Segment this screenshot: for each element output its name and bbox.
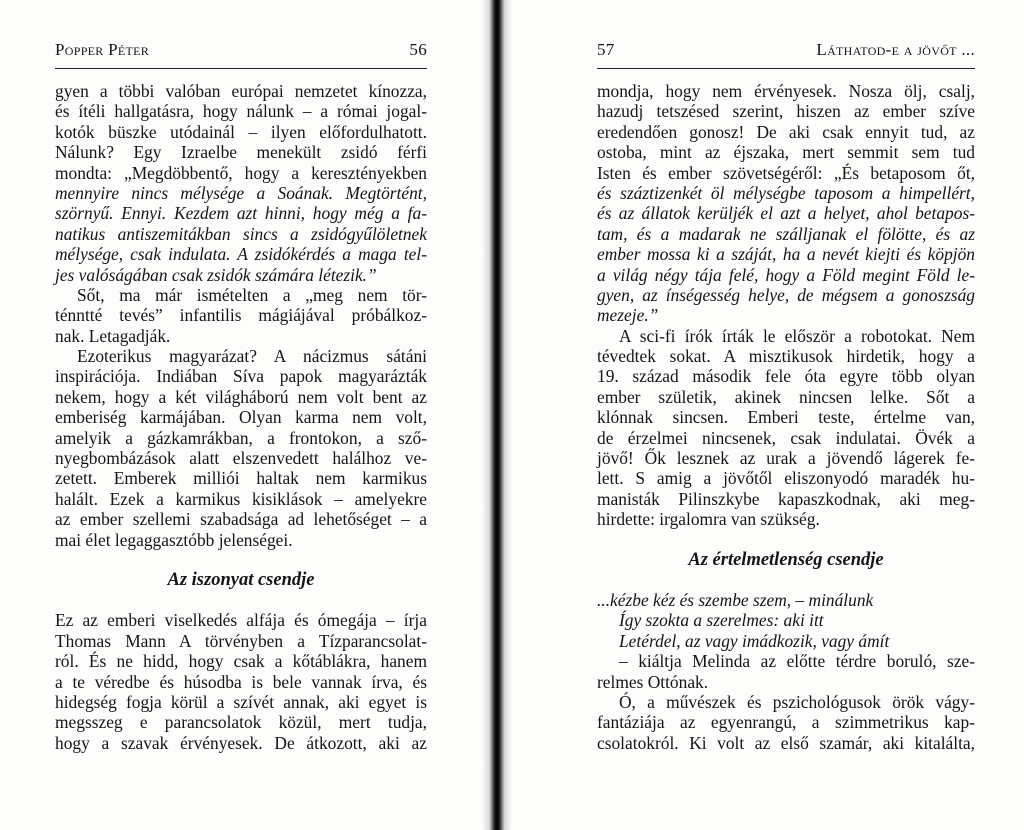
text-line: de érzelmei nincsenek, csak indulatai. Övék a <box>597 427 975 448</box>
page-number: 56 <box>409 40 427 59</box>
text-line: jes valóságában csak zsidók számára létezik.” <box>55 264 377 285</box>
text-line: mondta: „Megdöbbentő, hogy a keresztényekben <box>55 162 427 183</box>
text-line: megsszeg e parancsolatok közül, mert tudja, <box>55 712 427 733</box>
text-line: jövő! Ők lesznek az urak a jövendő lágerek fe- <box>597 448 975 469</box>
text-line: 19. század második fele óta egyre több olyan <box>597 366 975 387</box>
text-line: tévedtek sokat. A misztikusok hirdetik, hogy a <box>597 346 975 367</box>
text-line: és ítéli hallgatásra, hogy nálunk – a római jogal- <box>55 101 427 122</box>
text-line: fantáziája az egyenrangú, a szimmetrikus kap- <box>597 712 975 733</box>
text-line: nekem, hogy a két világháború nem volt bent az <box>55 386 427 407</box>
text-line: a te véredbe és húsodba is bele vannak írva, és <box>55 671 427 692</box>
text-line: a világ négy tája felé, hogy a Föld megint Föld le- <box>597 264 975 285</box>
text-line: Sőt, ma már ismételten a „meg nem tör- <box>77 284 427 305</box>
text-line: nyegbombázások alatt elszenvedett halálhoz ve- <box>55 448 427 469</box>
text-line: Isten és ember szövetségéről: „És betaposom őt, <box>597 162 975 183</box>
left-body-text <box>55 81 427 753</box>
right-running-header <box>597 40 975 62</box>
text-line: Ez az emberi viselkedés alfája és ómegája – írja <box>55 610 427 631</box>
text-line: – kiáltja Melinda az előtte térdre boruló, sze- <box>619 651 975 672</box>
left-running-header <box>55 40 427 62</box>
text-line: relmes Ottónak. <box>597 671 709 692</box>
text-line: ostoba, mint az éjszaka, mert semmit sem tud <box>597 142 975 163</box>
section-heading: Az iszonyat csendje <box>167 569 315 590</box>
text-line: hazudj tetszésed szerint, hiszen az ember szíve <box>597 101 975 122</box>
text-line: amelyik a gázkamrákban, a frontokon, a sző- <box>55 427 427 448</box>
text-line: tam, és a madarak ne szálljanak el fölötte, és az <box>597 223 975 244</box>
text-line: kotók büszke utódainál – ilyen előfordulhatott. <box>55 121 427 142</box>
text-line: ember születik, akinek nincsen lelke. Sőt a <box>597 386 975 407</box>
text-line: Thomas Mann A törvényben a Tízparancsolat- <box>55 630 427 651</box>
text-line: ember mossa ki a száját, ha a nevét kiejti és köpjön <box>597 244 975 265</box>
text-line: gyen, az ínségesség helye, de mégsem a gonoszság <box>597 284 975 305</box>
text-line: A sci-fi írók írták le először a robotokat. Nem <box>619 325 975 346</box>
right-body-text <box>597 81 975 753</box>
text-line: csolatokról. Ki volt az első szamár, aki kitalálta, <box>597 732 975 753</box>
text-line: mélysége, csak indulata. A zsidókérdés a maga tel- <box>55 244 427 265</box>
text-line: Ó, a művészek és pszichológusok örök vágy- <box>619 691 975 712</box>
poem-line: ...kézbe kéz és szembe szem, – minálunk <box>597 589 874 610</box>
text-line: gyen a többi valóban európai nemzetet kínozza, <box>55 81 427 101</box>
text-line: és száztizenkét öl mélységbe taposom a himpellért, <box>597 182 975 203</box>
section-heading: Az értelmetlenség csendje <box>688 549 884 570</box>
text-line: Nálunk? Egy Izraelbe menekült zsidó férfi <box>55 142 427 163</box>
text-line: mondja, hogy nem érvényesek. Nosza ölj, csalj, <box>597 81 975 101</box>
text-line: inspirációja. Indiában Síva papok magyarázták <box>55 366 427 387</box>
text-line: nak. Letagadják. <box>55 325 171 346</box>
header-rule <box>597 68 975 69</box>
text-line: lett. S amig a jövőtől eliszonyodó maradék hu- <box>597 468 975 489</box>
text-line: mennyire nincs mélysége a Soának. Megtörtént, <box>55 182 427 203</box>
text-line: Ezoterikus magyarázat? A nácizmus sátáni <box>77 346 427 367</box>
text-line: emberiség karmájában. Olyan karma nem volt, <box>55 407 427 428</box>
header-author: Popper Péter <box>55 40 150 59</box>
book-gutter <box>482 0 512 830</box>
page-number: 57 <box>597 40 615 59</box>
poem-line: Letérdel, az vagy imádkozik, vagy ámít <box>619 630 890 651</box>
text-line: hogy a szavak érvényesek. De átkozott, aki az <box>55 732 427 753</box>
text-line: mezeje.” <box>597 305 659 326</box>
text-line: zetett. Emberek milliói haltak nem karmikus <box>55 468 427 489</box>
text-line: mai élet legaggasztóbb jelenségei. <box>55 529 293 550</box>
text-line: hidegség fogja körül a szívét annak, aki egyet is <box>55 691 427 712</box>
text-line: és az állatok kerüljék el azt a helyet, ahol betapos- <box>597 203 975 224</box>
text-line: hirdette: irgalomra van szükség. <box>597 509 820 530</box>
text-line: natikus antiszemitákban sincs a zsidógyűlöletnek <box>55 223 427 244</box>
header-title: Láthatod-e a jövőt ... <box>816 40 975 59</box>
text-line: ténntté tevés” infantilis mágiájával próbálkoz- <box>55 305 427 326</box>
left-page <box>0 0 482 830</box>
text-line: halált. Ezek a karmikus kisiklások – amelyekre <box>55 488 427 509</box>
text-line: szörnyű. Ennyi. Kezdem azt hinni, hogy még a fa- <box>55 203 427 224</box>
right-page <box>512 0 1024 830</box>
text-line: az ember szellemi szabadsága ad lehetőséget – a <box>55 509 427 530</box>
text-line: eredendően gonosz! De aki csak ennyit tud, az <box>597 121 975 142</box>
poem-line: Így szokta a szerelmes: aki itt <box>619 610 824 631</box>
text-line: klónnak sincsen. Emberi teste, értelme van, <box>597 407 975 428</box>
text-line: ról. És ne hidd, hogy csak a kőtáblákra, hanem <box>55 651 427 672</box>
header-rule <box>55 68 427 69</box>
text-line: manisták Pilinszkybe kapaszkodnak, aki meg- <box>597 488 975 509</box>
